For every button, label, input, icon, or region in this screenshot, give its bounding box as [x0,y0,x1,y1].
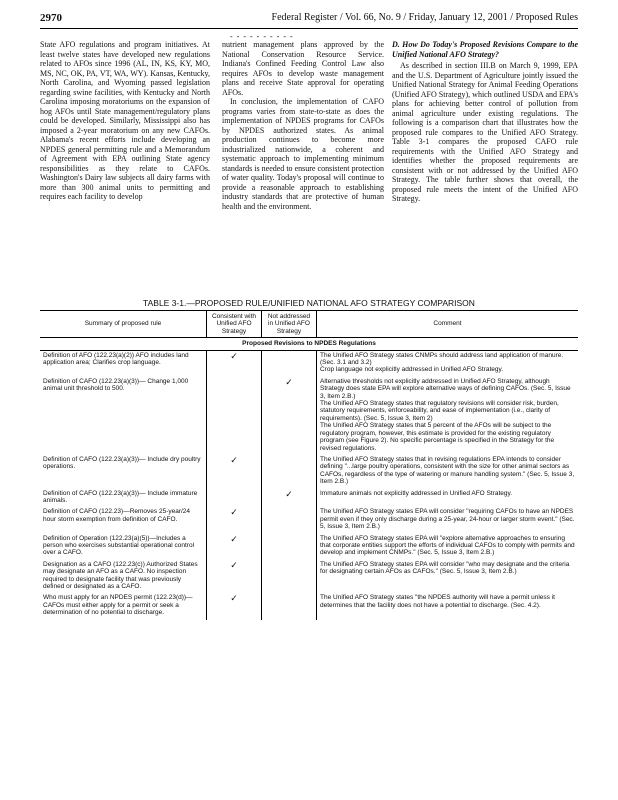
header-comment: Comment [317,311,579,338]
not-addressed-check-icon [262,507,317,533]
comparison-table [40,310,578,620]
running-header [40,12,578,29]
divider-marks: - - - - - - - - - - [230,32,294,41]
not-addressed-check-icon [262,560,317,594]
rule-cell: Definition of CAFO (122.23(a)(3))— Include immature animals. [43,489,198,504]
header-summary: Summary of proposed rule [40,311,207,338]
rule-cell: Who must apply for an NPDES permit (122.23(d))—CAFOs must either apply for a permit or seek a determination of no potential to discharge. [43,594,193,617]
table-row [40,455,578,489]
paragraph: nutrient management plans approved by the National Conservation Resource Service. Indiana's Confined Feeding Control Law also requires AFOs to develop waste management plans and receive State approval for operating AFOs. [222,40,384,97]
consistent-check-icon: ✓ [207,560,262,594]
comment-cell: The Unified AFO Strategy states EPA will "explore alternative approaches to ensuring that corporate entities support the efforts of individual CAFOs to comply with permits and develop and implement CNMPs." (Sec. 5, Issue 3, Item 2.B.) [317,534,579,560]
table-row [40,593,578,619]
rule-cell: Definition of AFO (122.23(a)(2)) AFO includes land application area; Clarifies crop language. [43,351,189,367]
consistent-check-icon [207,489,262,508]
comment-cell: The Unified AFO Strategy states that in revising regulations EPA intends to consider defining "...large poultry operations, consistent with the size for other animal sectors as CAFOs, regardless of the type of watering or manure handling system." (Sec. 5, Issue 3, Item 2.B.) [317,455,579,489]
rule-cell: Definition of CAFO (122.23(a)(3))— Include dry poultry operations. [43,455,201,471]
not-addressed-check-icon [262,534,317,560]
comment-cell: The Unified AFO Strategy states CNMPs should address land application of manure. (Sec. 3.1 and 3.2) Crop language not explicitly addressed in Unified AFO Strategy. [317,350,579,377]
not-addressed-check-icon [262,350,317,377]
table-row [40,377,578,455]
consistent-check-icon [207,377,262,455]
consistent-check-icon: ✓ [207,507,262,533]
comment-cell: The Unified AFO Strategy states EPA will consider "who may designate and the criteria for designating certain AFOs as CAFOs." (Sec. 5, Issue 3, Item 2.B.) [317,560,579,594]
section-heading: D. How Do Today's Proposed Revisions Compare to the Unified National AFO Strategy? [392,40,578,59]
paragraph: In conclusion, the implementation of CAFO programs varies from state-to-state as does the implementation of NPDES programs for CAFOs by NPDES authorized states. As animal production continues to become more industrialized nationwide, a coherent and systematic approach to implementing minimum standards is needed to ensure consistent protection of water quality. Today's proposal will continue to provide a reasonable approach to establishing industry standards that are protective of human health and the environment. [222,97,384,211]
comment-cell: Immature animals not explicitly addressed in Unified AFO Strategy. [317,489,579,508]
table-header-row [40,311,578,338]
section-row [40,338,578,350]
table-row [40,507,578,533]
consistent-check-icon: ✓ [207,593,262,619]
comment-cell: The Unified AFO Strategy states "the NPDES authority will have a permit unless it determines that the facility does not have a potential to discharge. (Sec. 4.2). [317,593,579,619]
table-row [40,350,578,377]
comment-cell: Alternative thresholds not explicitly addressed in Unified AFO Strategy, although Strategy does state EPA will explore alternative ways of defining CAFOs. (Sec. 5, Issue 3, Item 2.B.) The Unified AFO Strategy states that regulatory revisions will consider risk, burden, statutory requirements, enforceability, and ease of implementation (i.e., clarity of requirements). (Sec. 5, Issue 3, Item 2) The Unified AFO Strategy states that 5 percent of the AFOs will be subject to the regulatory program, however, this estimate is provided for the existing regulatory program (see Figure 2). No specific percentage is specified in the Strategy for the revised regulations. [317,377,579,455]
not-addressed-check-icon: ✓ [262,377,317,455]
rule-cell: Definition of CAFO (122.23(a)(3))— Change 1,000 animal unit threshold to 500. [43,377,189,393]
table-row [40,489,578,508]
consistent-check-icon: ✓ [207,455,262,489]
rule-cell: Definition of Operation (122.23(a)(5))—Includes a person who exercises substantial operational control over a CAFO. [43,534,195,557]
table-caption: TABLE 3-1.—PROPOSED RULE/UNIFIED NATIONAL AFO STRATEGY COMPARISON [143,298,475,308]
rule-cell: Designation as a CAFO (122.23(c)) Authorized States may designate an AFO as a CAFO. No inspection required to designate facility that was previously defined or designated as a CAFO. [43,560,198,590]
consistent-check-icon: ✓ [207,534,262,560]
text-column-1 [40,40,210,202]
not-addressed-check-icon [262,593,317,619]
page-number: 2970 [40,12,62,24]
section-title: Proposed Revisions to NPDES Regulations [40,338,578,350]
paragraph: As described in section III.B on March 9, 1999, EPA and the U.S. Department of Agriculture jointly issued the Unified National Strategy for Animal Feeding Operations (Unified AFO Strategy), which outlined USDA and EPA's plans for achieving better control of pollution from animal agriculture under existing regulations. The following is a comparison chart that illustrates how the proposed rule compares to the Unified AFO Strategy. Table 3-1 compares the proposed CAFO rule requirements with the Unified AFO Strategy and identifies whether the proposed requirements are consistent with or not addressed by the Unified AFO Strategy. The table further shows that overall, the proposed rule meets the intent of the Unified AFO Strategy. [392,61,578,203]
comment-cell: The Unified AFO Strategy states EPA will consider "requiring CAFOs to have an NPDES permit even if they only discharge during a 25-year, 24-hour or larger storm event." (Sec. 5, Issue 3, Item 2.B.) [317,507,579,533]
not-addressed-check-icon [262,455,317,489]
text-column-3 [392,40,578,204]
table-row [40,560,578,594]
text-column-2 [222,40,384,211]
header-not-addressed: Not addressed in Unified AFO Strategy [262,311,317,338]
header-title: Federal Register / Vol. 66, No. 9 / Friday, January 12, 2001 / Proposed Rules [271,12,578,23]
not-addressed-check-icon: ✓ [262,489,317,508]
consistent-check-icon: ✓ [207,350,262,377]
table-row [40,534,578,560]
paragraph: State AFO regulations and program initiatives. At least twelve states have developed new regulations related to AFOs since 1996 (AL, IN, KS, KY, MO, MS, NC, OK, PA, VT, WA, WY). Kansas, Kentucky, North Carolina, and Wyoming passed legislation regarding swine facilities, with Kentucky and North Carolina imposing moratoriums on the expansion of hog AFOs until State management/regulatory plans could be developed. Similarly, Mississippi also has imposed a 2-year moratorium on any new CAFOs. Alabama's recent efforts include developing an NPDES general permitting rule and a Memorandum of Agreement with EPA outlining State agency responsibilities as they relate to CAFOs. Washington's Dairy law subjects all dairy farms with more than 300 animal units to permitting and requires each facility to develop [40,40,210,201]
rule-cell: Definition of CAFO (122.23)—Removes 25-year/24 hour storm exemption from definition of CAFO. [43,508,191,523]
header-consistent: Consistent with Unified AFO Strategy [207,311,262,338]
